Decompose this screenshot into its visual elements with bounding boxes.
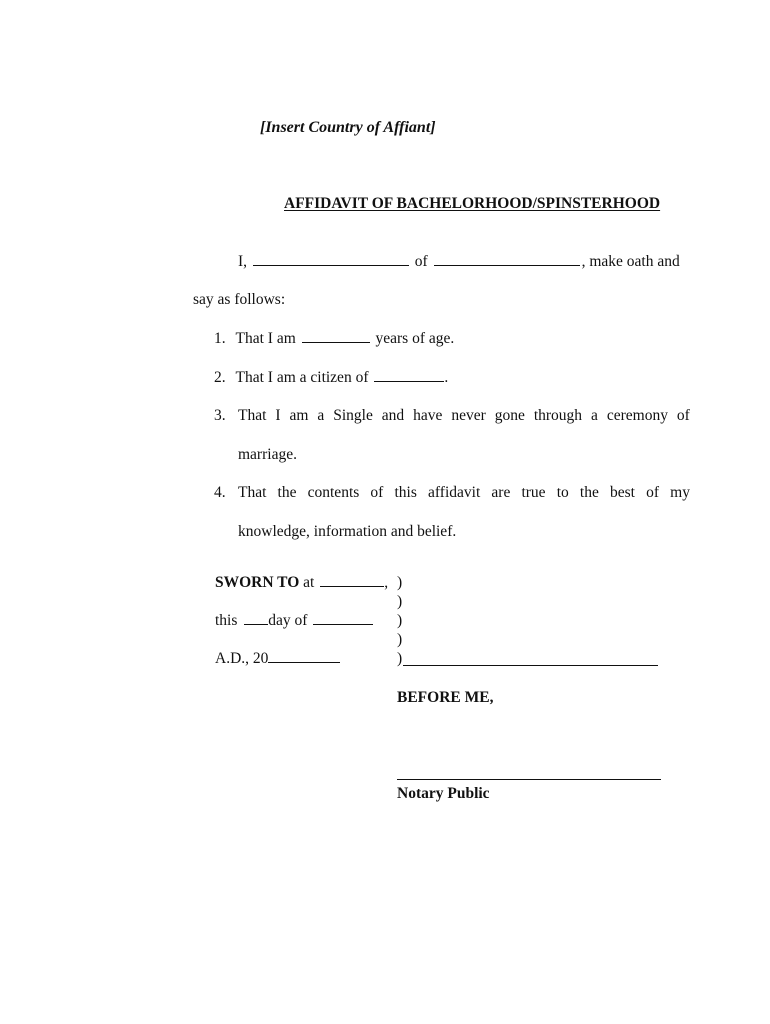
clause-2-text-before: That I am a citizen of xyxy=(235,369,369,386)
clause-3-word: a xyxy=(317,407,325,424)
clause-4-word: of xyxy=(370,484,384,501)
clause-4-line-1 xyxy=(238,485,690,501)
sworn-this: this xyxy=(215,612,238,629)
clause-1 xyxy=(214,331,454,347)
clause-3-line-2: marriage. xyxy=(238,446,297,463)
sworn-at: at xyxy=(303,574,315,591)
clause-1-text-after: years of age. xyxy=(375,330,455,347)
paren-5: ) xyxy=(397,650,403,667)
oath-suffix: , make oath and xyxy=(581,253,680,270)
oath-prefix: I, xyxy=(238,253,248,270)
sworn-label: SWORN TO xyxy=(215,574,300,591)
clause-3-word: am xyxy=(289,407,309,424)
clause-4-word: of xyxy=(646,484,660,501)
clause-1-number: 1. xyxy=(214,330,226,347)
clause-4-word: the xyxy=(277,484,297,501)
place-blank[interactable] xyxy=(320,585,384,587)
sworn-day-of: day of xyxy=(268,612,308,629)
clause-4-word: this xyxy=(394,484,417,501)
paren-1: ) xyxy=(397,574,403,591)
clause-3-line-1 xyxy=(238,408,690,424)
paren-3: ) xyxy=(397,612,403,629)
oath-continuation: say as follows: xyxy=(193,291,286,308)
clause-4-word: to xyxy=(556,484,569,501)
clause-4-line-2: knowledge, information and belief. xyxy=(238,523,457,540)
clause-3-word: of xyxy=(676,407,690,424)
address-blank[interactable] xyxy=(434,264,580,266)
clause-3-word: a xyxy=(591,407,598,424)
clause-3-word: through xyxy=(533,407,583,424)
notary-signature-line[interactable] xyxy=(397,779,661,780)
sworn-ad: A.D., 20 xyxy=(215,650,269,667)
citizenship-blank[interactable] xyxy=(374,380,444,382)
sworn-line xyxy=(215,575,388,591)
clause-4-word: my xyxy=(670,484,690,501)
clause-4-word: affidavit xyxy=(428,484,481,501)
clause-4-word: are xyxy=(491,484,511,501)
affiant-signature-line[interactable] xyxy=(403,665,658,666)
clause-4-word: That xyxy=(238,484,267,501)
clause-3-word: Single xyxy=(333,407,373,424)
clause-2-text-after: . xyxy=(444,369,449,386)
document-title: AFFIDAVIT OF BACHELORHOOD/SPINSTERHOOD xyxy=(284,195,661,212)
notary-public-label: Notary Public xyxy=(397,785,490,802)
clause-3-word: I xyxy=(275,407,281,424)
clause-3-word: ceremony xyxy=(606,407,668,424)
clause-4-word: the xyxy=(579,484,599,501)
clause-3-word: have xyxy=(413,407,443,424)
clause-3-number: 3. xyxy=(214,407,226,424)
age-blank[interactable] xyxy=(302,341,370,343)
day-blank[interactable] xyxy=(244,623,268,625)
name-blank[interactable] xyxy=(253,264,409,266)
before-me: BEFORE ME, xyxy=(397,689,494,706)
clause-2-number: 2. xyxy=(214,369,226,386)
clause-3-word: That xyxy=(238,407,267,424)
clause-2 xyxy=(214,370,448,386)
month-blank[interactable] xyxy=(313,623,373,625)
oath-line xyxy=(238,254,680,270)
clause-4-word: true xyxy=(521,484,546,501)
clause-4-word: best xyxy=(610,484,635,501)
clause-4-number: 4. xyxy=(214,484,226,501)
paren-4: ) xyxy=(397,631,403,648)
clause-3-word: gone xyxy=(494,407,525,424)
year-line xyxy=(215,651,342,667)
clause-3-word: never xyxy=(451,407,486,424)
sworn-comma: , xyxy=(384,574,389,591)
country-placeholder: [Insert Country of Affiant] xyxy=(260,119,436,136)
oath-of: of xyxy=(414,253,428,270)
paren-2: ) xyxy=(397,593,403,610)
clause-1-text-before: That I am xyxy=(235,330,296,347)
day-line xyxy=(215,613,375,629)
year-blank[interactable] xyxy=(268,661,340,663)
clause-3-word: and xyxy=(381,407,405,424)
clause-4-word: contents xyxy=(307,484,360,501)
